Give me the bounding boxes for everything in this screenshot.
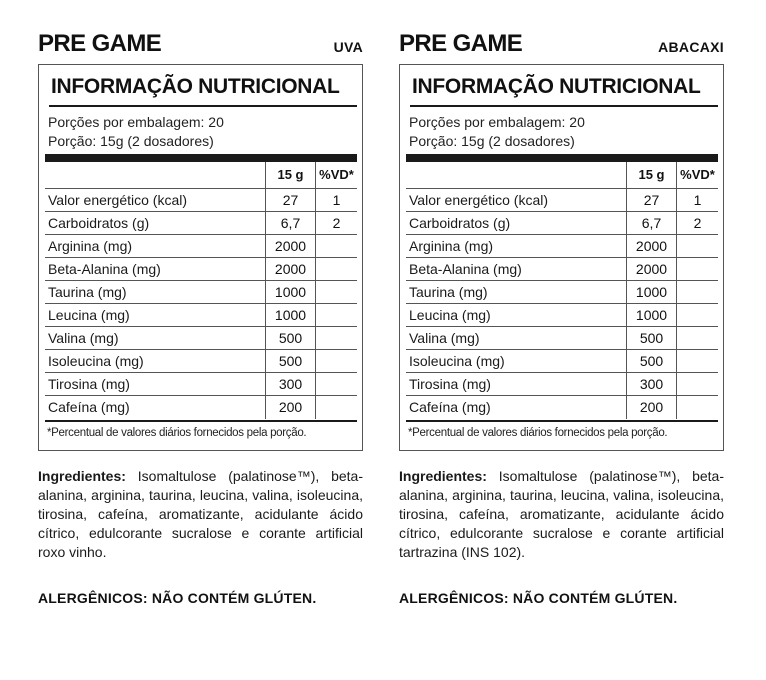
table-row (45, 235, 357, 258)
table-row (45, 350, 357, 373)
thick-divider (45, 154, 357, 162)
nutrient-dv (676, 350, 718, 372)
ingredients-text: Isomaltulose (palatinose™), beta-alanina, arginina, taurina, leucina, valina, isoleucina, tirosina, cafeína, aromatizante, acidulante ácido cítrico, edulcorante sucralose e corante artificial tartrazina (INS 102). (399, 468, 725, 560)
nutrient-dv (315, 327, 357, 349)
nutrient-dv: 2 (315, 212, 357, 234)
flavor-name: UVA (333, 39, 363, 55)
table-row (45, 327, 357, 350)
nutrient-name: Carboidratos (g) (48, 215, 150, 231)
table-row (45, 396, 357, 419)
nutrient-amount: 200 (265, 396, 315, 419)
table-row (406, 281, 718, 304)
nutrient-dv: 1 (676, 189, 718, 211)
bottom-divider (45, 420, 357, 422)
table-row (406, 350, 718, 373)
nutrient-dv (676, 281, 718, 303)
nutrient-name: Tirosina (mg) (48, 376, 130, 392)
nutrient-name: Leucina (mg) (48, 307, 130, 323)
nutrition-label (399, 64, 724, 451)
nutrient-name: Carboidratos (g) (409, 215, 511, 231)
nutrient-dv (315, 373, 357, 395)
nutrient-dv (315, 281, 357, 303)
ingredients (38, 467, 363, 562)
nutrient-name: Beta-Alanina (mg) (409, 261, 522, 277)
nutrient-amount: 1000 (626, 281, 676, 303)
ingredients-label: Ingredientes: (399, 468, 487, 484)
serving-size: Porção: 15g (2 dosadores) (48, 133, 214, 149)
allergens: ALERGÊNICOS: NÃO CONTÉM GLÚTEN. (399, 590, 678, 606)
nutrient-dv (315, 396, 357, 419)
nutrient-dv (676, 396, 718, 419)
table-header-row (45, 162, 357, 189)
nutrient-name: Tirosina (mg) (409, 376, 491, 392)
col-amount-header: 15 g (265, 162, 315, 188)
footnote: *Percentual de valores diários fornecidos pela porção. (47, 427, 307, 439)
table-row (406, 189, 718, 212)
ingredients-label: Ingredientes: (38, 468, 126, 484)
servings-info (48, 113, 224, 151)
nutrient-amount: 2000 (265, 258, 315, 280)
nutrient-name: Taurina (mg) (409, 284, 488, 300)
table-row (45, 281, 357, 304)
nutrient-name: Valina (mg) (409, 330, 480, 346)
nutrient-amount: 300 (265, 373, 315, 395)
servings-per-package: Porções por embalagem: 20 (48, 114, 224, 130)
nutrient-amount: 27 (626, 189, 676, 211)
nutrient-name: Arginina (mg) (409, 238, 494, 254)
allergens: ALERGÊNICOS: NÃO CONTÉM GLÚTEN. (38, 590, 317, 606)
servings-info (409, 113, 585, 151)
table-row (406, 396, 718, 419)
nutrition-title: INFORMAÇÃO NUTRICIONAL (410, 73, 718, 107)
panel-abacaxi (399, 30, 726, 606)
nutrient-dv: 1 (315, 189, 357, 211)
footnote: *Percentual de valores diários fornecidos pela porção. (408, 427, 668, 439)
nutrient-name: Cafeína (mg) (409, 399, 491, 415)
nutrient-amount: 27 (265, 189, 315, 211)
nutrition-title: INFORMAÇÃO NUTRICIONAL (49, 73, 357, 107)
nutrient-name: Cafeína (mg) (48, 399, 130, 415)
nutrient-name: Isoleucina (mg) (48, 353, 144, 369)
nutrient-dv (676, 373, 718, 395)
nutrient-dv: 2 (676, 212, 718, 234)
nutrient-amount: 300 (626, 373, 676, 395)
nutrient-dv (676, 258, 718, 280)
nutrient-amount: 2000 (626, 235, 676, 257)
flavor-name: ABACAXI (658, 39, 724, 55)
panel-header (399, 30, 726, 64)
nutrient-name: Arginina (mg) (48, 238, 133, 254)
table-row (406, 373, 718, 396)
table-row (45, 304, 357, 327)
table-row (45, 212, 357, 235)
serving-size: Porção: 15g (2 dosadores) (409, 133, 575, 149)
table-row (406, 212, 718, 235)
nutrient-amount: 2000 (265, 235, 315, 257)
nutrient-name: Leucina (mg) (409, 307, 491, 323)
nutrient-dv (676, 327, 718, 349)
nutrient-amount: 2000 (626, 258, 676, 280)
nutrient-name: Isoleucina (mg) (409, 353, 505, 369)
table-row (45, 258, 357, 281)
nutrient-amount: 1000 (265, 281, 315, 303)
table-header-row (406, 162, 718, 189)
nutrient-dv (676, 304, 718, 326)
nutrition-label (38, 64, 363, 451)
nutrient-dv (315, 258, 357, 280)
ingredients-text: Isomaltulose (palatinose™), beta-alanina, arginina, taurina, leucina, valina, isoleucina, tirosina, cafeína, aromatizante, acidulante ácido cítrico, edulcorante sucralose e corante artificial roxo vinho. (38, 468, 364, 560)
nutrient-dv (315, 304, 357, 326)
servings-per-package: Porções por embalagem: 20 (409, 114, 585, 130)
table-row (406, 327, 718, 350)
bottom-divider (406, 420, 718, 422)
nutrient-dv (315, 235, 357, 257)
nutrient-name: Valina (mg) (48, 330, 119, 346)
nutrient-name: Taurina (mg) (48, 284, 127, 300)
nutrient-amount: 500 (265, 327, 315, 349)
nutrient-amount: 500 (626, 327, 676, 349)
table-row (406, 235, 718, 258)
table-row (406, 304, 718, 327)
ingredients (399, 467, 724, 562)
nutrient-amount: 500 (626, 350, 676, 372)
product-name: PRE GAME (399, 30, 523, 57)
nutrient-amount: 500 (265, 350, 315, 372)
nutrient-amount: 200 (626, 396, 676, 419)
nutrient-amount: 6,7 (626, 212, 676, 234)
col-dv-header: %VD* (315, 162, 357, 188)
col-amount-header: 15 g (626, 162, 676, 188)
nutrient-amount: 1000 (626, 304, 676, 326)
table-row (406, 258, 718, 281)
thick-divider (406, 154, 718, 162)
col-dv-header: %VD* (676, 162, 718, 188)
product-name: PRE GAME (38, 30, 162, 57)
nutrient-dv (676, 235, 718, 257)
panel-header (38, 30, 365, 64)
nutrient-dv (315, 350, 357, 372)
nutrient-name: Beta-Alanina (mg) (48, 261, 161, 277)
nutrient-name: Valor energético (kcal) (48, 192, 188, 208)
nutrient-amount: 6,7 (265, 212, 315, 234)
nutrient-amount: 1000 (265, 304, 315, 326)
panel-uva (38, 30, 365, 606)
table-row (45, 189, 357, 212)
nutrient-name: Valor energético (kcal) (409, 192, 549, 208)
table-row (45, 373, 357, 396)
